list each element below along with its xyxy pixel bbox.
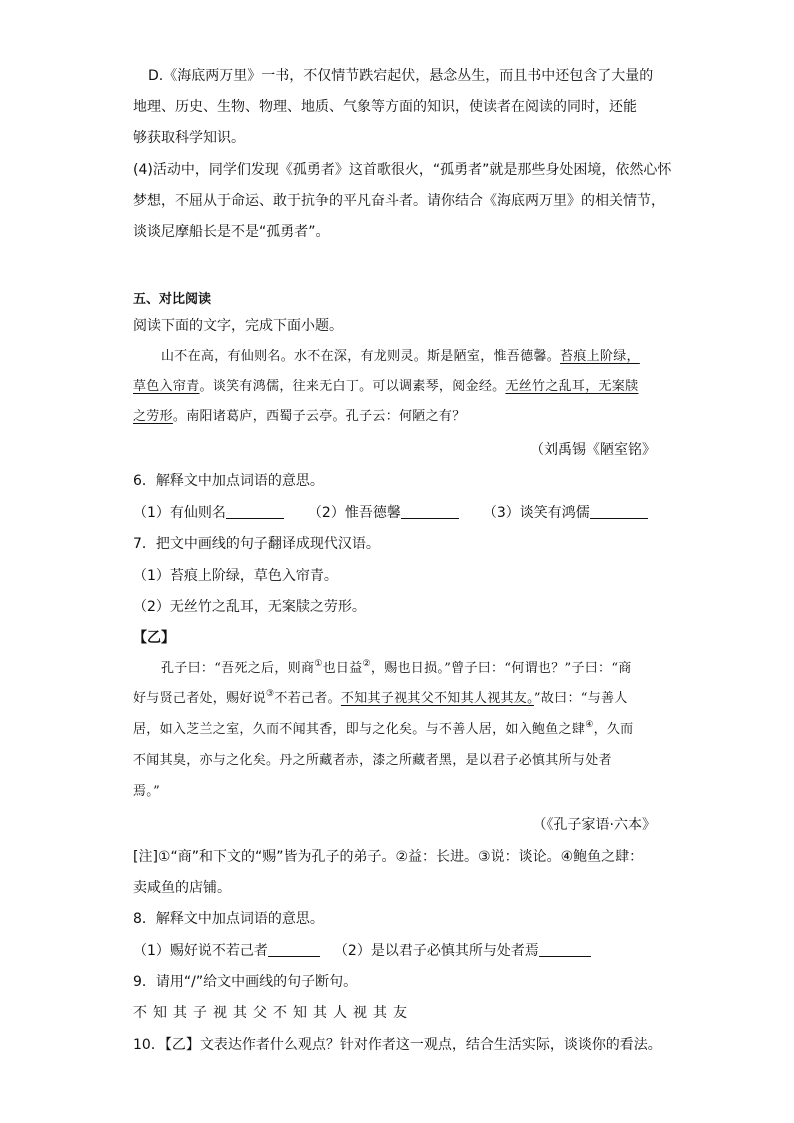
q4-line1: (4)活动中，同学们发现《孤勇者》这首歌很火，“孤勇者”就是那些身处困境，依然心怀 — [133, 162, 672, 178]
jia-source: （刘禹锡《陋室铭》 — [530, 442, 656, 458]
q9-sentence: 不知其子视其父不知其人视其友 — [133, 1005, 413, 1021]
jia-line2: 草色入帘青。谈笑有鸿儒，往来无白丁。可以调素琴，阅金经。无丝竹之乱耳，无案牍 — [133, 379, 639, 394]
yi-line1: 孔子曰：“吾死之后，则商①也日益②，赐也日损。”曾子曰：“何谓也？”子曰：“商 — [161, 659, 632, 676]
note-line2: 卖咸鱼的店铺。 — [133, 880, 231, 896]
yi-line5: 焉。” — [133, 784, 161, 799]
yi-line2: 好与贤己者处，赐好说③不若己者。不知其子视其父不知其人视其友。”故曰：“与善人 — [133, 689, 628, 706]
jia-line1: 山不在高，有仙则名。水不在深，有龙则灵。斯是陋室，惟吾德馨。苔痕上阶绿， — [161, 349, 640, 364]
yi-line3: 居，如入芝兰之室，久而不闻其香，即与之化矣。与不善人居，如入鲍鱼之肆④，久而 — [133, 720, 634, 737]
q8-items: （1）赐好说不若己者 （2）是以君子必慎其所与处者焉 — [133, 941, 591, 961]
q10-title: 10．【乙】文表达作者什么观点？针对作者这一观点，结合生活实际，谈谈你的看法。 — [133, 1037, 662, 1053]
q7-item2: （2）无丝竹之乱耳，无案牍之劳形。 — [133, 599, 366, 615]
note-line1: [注]①“商”和下文的“赐”皆为孔子的弟子。②益：长进。③说：谈论。④鲍鱼之肆： — [133, 849, 644, 865]
underlined-sentence: 草色入帘青 — [133, 379, 200, 394]
underlined-sentence: 不知其子视其父不知其人视其友。 — [340, 691, 534, 706]
q7-item1: （1）苔痕上阶绿，草色入帘青。 — [133, 568, 338, 584]
q6-items: （1）有仙则名 （2）惟吾德馨 （3）谈笑有鸿儒 — [133, 503, 648, 523]
yi-label: 【乙】 — [133, 630, 175, 646]
answer-blank[interactable] — [226, 504, 284, 519]
section-instruction: 阅读下面的文字，完成下面小题。 — [133, 318, 343, 334]
section-heading: 五、对比阅读 — [133, 292, 212, 307]
yi-source: （《孔子家语·六本》 — [532, 817, 656, 833]
q8-title: 8．解释文中加点词语的意思。 — [133, 911, 324, 927]
yi-line4: 不闻其臭，亦与之化矣。丹之所藏者赤，漆之所藏者黑，是以君子必慎其所与处者 — [133, 753, 612, 768]
q7-title: 7．把文中画线的句子翻译成现代汉语。 — [133, 536, 380, 552]
underlined-sentence: 无丝竹之乱耳，无案牍 — [505, 379, 639, 394]
answer-blank[interactable] — [268, 942, 320, 957]
underlined-sentence: 苔痕上阶绿， — [560, 349, 640, 364]
q4-line2: 梦想，不屈从于命运、敢于抗争的平凡奋斗者。请你结合《海底两万里》的相关情节， — [133, 193, 665, 209]
answer-blank[interactable] — [590, 504, 648, 519]
q6-title: 6．解释文中加点词语的意思。 — [133, 473, 324, 489]
jia-line3: 之劳形。南阳诸葛庐，西蜀子云亭。孔子云：何陋之有？ — [133, 409, 466, 424]
underlined-sentence: 之劳形 — [133, 409, 173, 424]
answer-blank[interactable] — [401, 504, 459, 519]
q9-title: 9．请用“/”给文中画线的句子断句。 — [133, 974, 358, 990]
answer-blank[interactable] — [539, 942, 591, 957]
option-d-line2: 地理、历史、生物、物理、地质、气象等方面的知识，使读者在阅读的同时，还能 — [133, 99, 637, 115]
option-d-line1: D.《海底两万里》一书，不仅情节跌宕起伏，悬念丛生，而且书中还包含了大量的 — [148, 68, 654, 84]
q4-line3: 谈谈尼摩船长是不是“孤勇者”。 — [133, 224, 330, 240]
option-d-line3: 够获取科学知识。 — [133, 130, 245, 146]
